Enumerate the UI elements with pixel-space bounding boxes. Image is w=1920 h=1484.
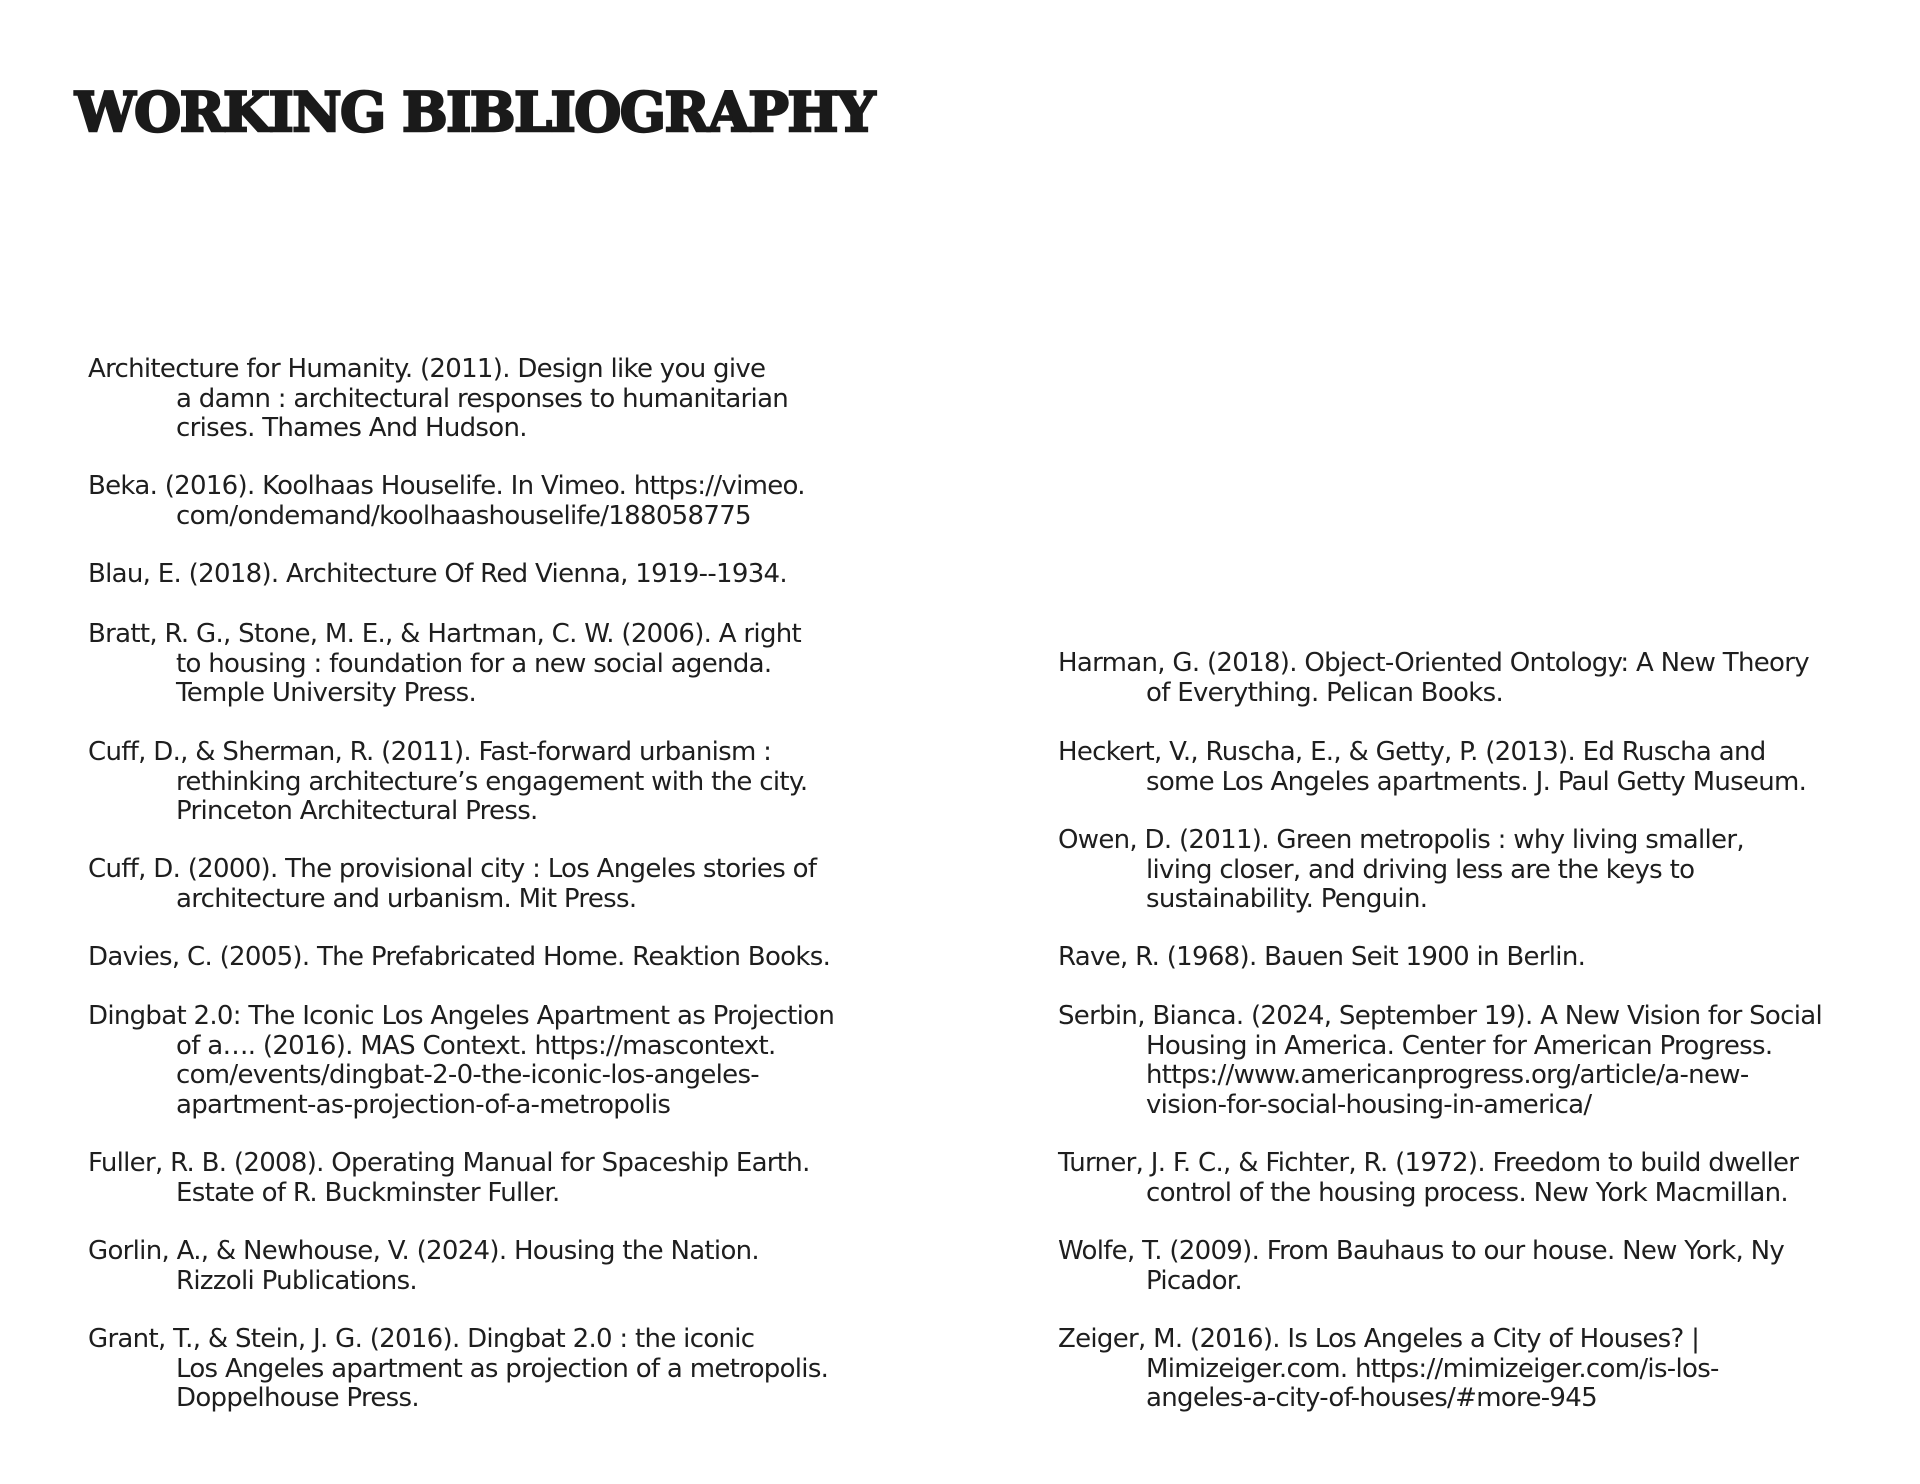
bibliography-entry: Serbin, Bianca. (2024, September 19). A New Vision for Social Housing in America. Center for American Progress. https://www.americanprogress.org/article/a-new- vision-for-social-housing-in-america/ (1058, 1001, 1823, 1120)
bibliography-entry: Rave, R. (1968). Bauen Seit 1900 in Berlin. (1058, 942, 1586, 972)
bibliography-entry: Bratt, R. G., Stone, M. E., & Hartman, C. W. (2006). A right to housing : foundation for a new social agenda. Temple University Press. (88, 619, 802, 709)
bibliography-entry: Cuff, D. (2000). The provisional city : Los Angeles stories of architecture and urbanism. Mit Press. (88, 854, 817, 914)
bibliography-entry: Owen, D. (2011). Green metropolis : why living smaller, living closer, and driving less are the keys to sustainability. Penguin. (1058, 825, 1744, 915)
bibliography-entry: Cuff, D., & Sherman, R. (2011). Fast-forward urbanism : rethinking architecture’s engagement with the city. Princeton Architectural Press. (88, 737, 808, 827)
bibliography-entry: Blau, E. (2018). Architecture Of Red Vienna, 1919--1934. (88, 559, 787, 589)
bibliography-entry: Davies, C. (2005). The Prefabricated Home. Reaktion Books. (88, 942, 831, 972)
bibliography-entry: Dingbat 2.0: The Iconic Los Angeles Apartment as Projection of a…. (2016). MAS Context. https://mascontext. com/events/dingbat-2-0-the-iconic-los-angeles- apartment-as-projection-of-a-metropolis (88, 1001, 835, 1120)
bibliography-entry: Wolfe, T. (2009). From Bauhaus to our house. New York, Ny Picador. (1058, 1236, 1785, 1296)
bibliography-entry: Grant, T., & Stein, J. G. (2016). Dingbat 2.0 : the iconic Los Angeles apartment as projection of a metropolis. Doppelhouse Press. (88, 1324, 829, 1414)
bibliography-entry: Harman, G. (2018). Object-Oriented Ontology: A New Theory of Everything. Pelican Books. (1058, 648, 1809, 708)
page-title: WORKING BIBLIOGRAPHY (75, 80, 874, 144)
bibliography-entry: Turner, J. F. C., & Fichter, R. (1972). Freedom to build dweller control of the housing process. New York Macmillan. (1058, 1148, 1799, 1208)
bibliography-entry: Fuller, R. B. (2008). Operating Manual for Spaceship Earth. Estate of R. Buckminster Fuller. (88, 1148, 810, 1208)
bibliography-entry: Beka. (2016). Koolhaas Houselife. In Vimeo. https://vimeo. com/ondemand/koolhaashouselife/188058775 (88, 471, 805, 531)
bibliography-entry: Zeiger, M. (2016). Is Los Angeles a City of Houses? | Mimizeiger.com. https://mimizeiger.com/is-los- angeles-a-city-of-houses/#more-945 (1058, 1324, 1719, 1414)
bibliography-entry: Heckert, V., Ruscha, E., & Getty, P. (2013). Ed Ruscha and some Los Angeles apartments. J. Paul Getty Museum. (1058, 737, 1807, 797)
bibliography-entry: Architecture for Humanity. (2011). Design like you give a damn : architectural responses to humanitarian crises. Thames And Hudson. (88, 354, 789, 444)
bibliography-entry: Gorlin, A., & Newhouse, V. (2024). Housing the Nation. Rizzoli Publications. (88, 1236, 759, 1296)
